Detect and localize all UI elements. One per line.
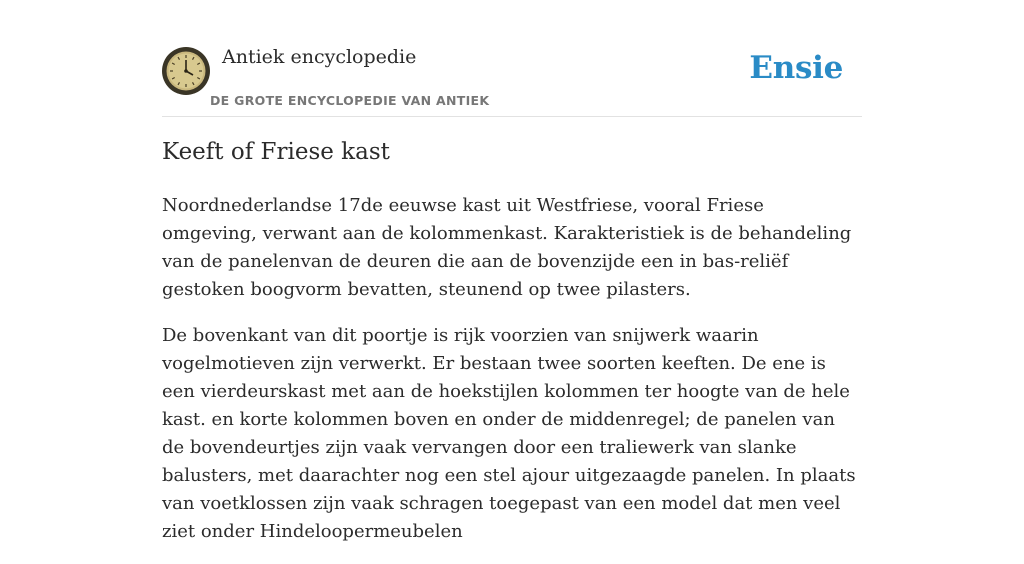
- article-paragraph: De bovenkant van dit poortje is rijk voorzien van snijwerk waarin vogelmotieven zijn verwerkt. Er bestaan twee soorten keeften. De ene is een vierdeurskast met aan de hoekstijlen kolommen ter hoogte van de hele kast. en korte kolommen boven en onder de middenregel; de panelen van de bovendeurtjes zijn vaak vervangen door een traliewerk van slanke balusters, met daarachter nog een stel ajour uitgezaagde panelen. In plaats van voetklossen zijn vaak schragen toegepast van een model dat men veel ziet onder Hindeloopermeubelen: [162, 325, 856, 542]
- article-paragraph: Noordnederlandse 17de eeuwse kast uit Westfriese, vooral Friese omgeving, verwant aan de kolommenkast. Karakteristiek is de behandeling van de panelenvan de deuren die aan de bovenzijde een in bas-reliëf gestoken boogvorm bevatten, steunend op twee pilasters.: [162, 195, 852, 300]
- site-title[interactable]: Antiek encyclopedie: [222, 46, 417, 68]
- clock-icon[interactable]: [162, 47, 210, 95]
- ensie-logo[interactable]: Ensie: [749, 50, 843, 86]
- page: [162, 0, 862, 542]
- site-header: [162, 0, 862, 117]
- site-subtitle: DE GROTE ENCYCLOPEDIE VAN ANTIEK: [210, 93, 490, 108]
- article-body: [162, 192, 862, 564]
- article-title: Keeft of Friese kast: [162, 139, 390, 165]
